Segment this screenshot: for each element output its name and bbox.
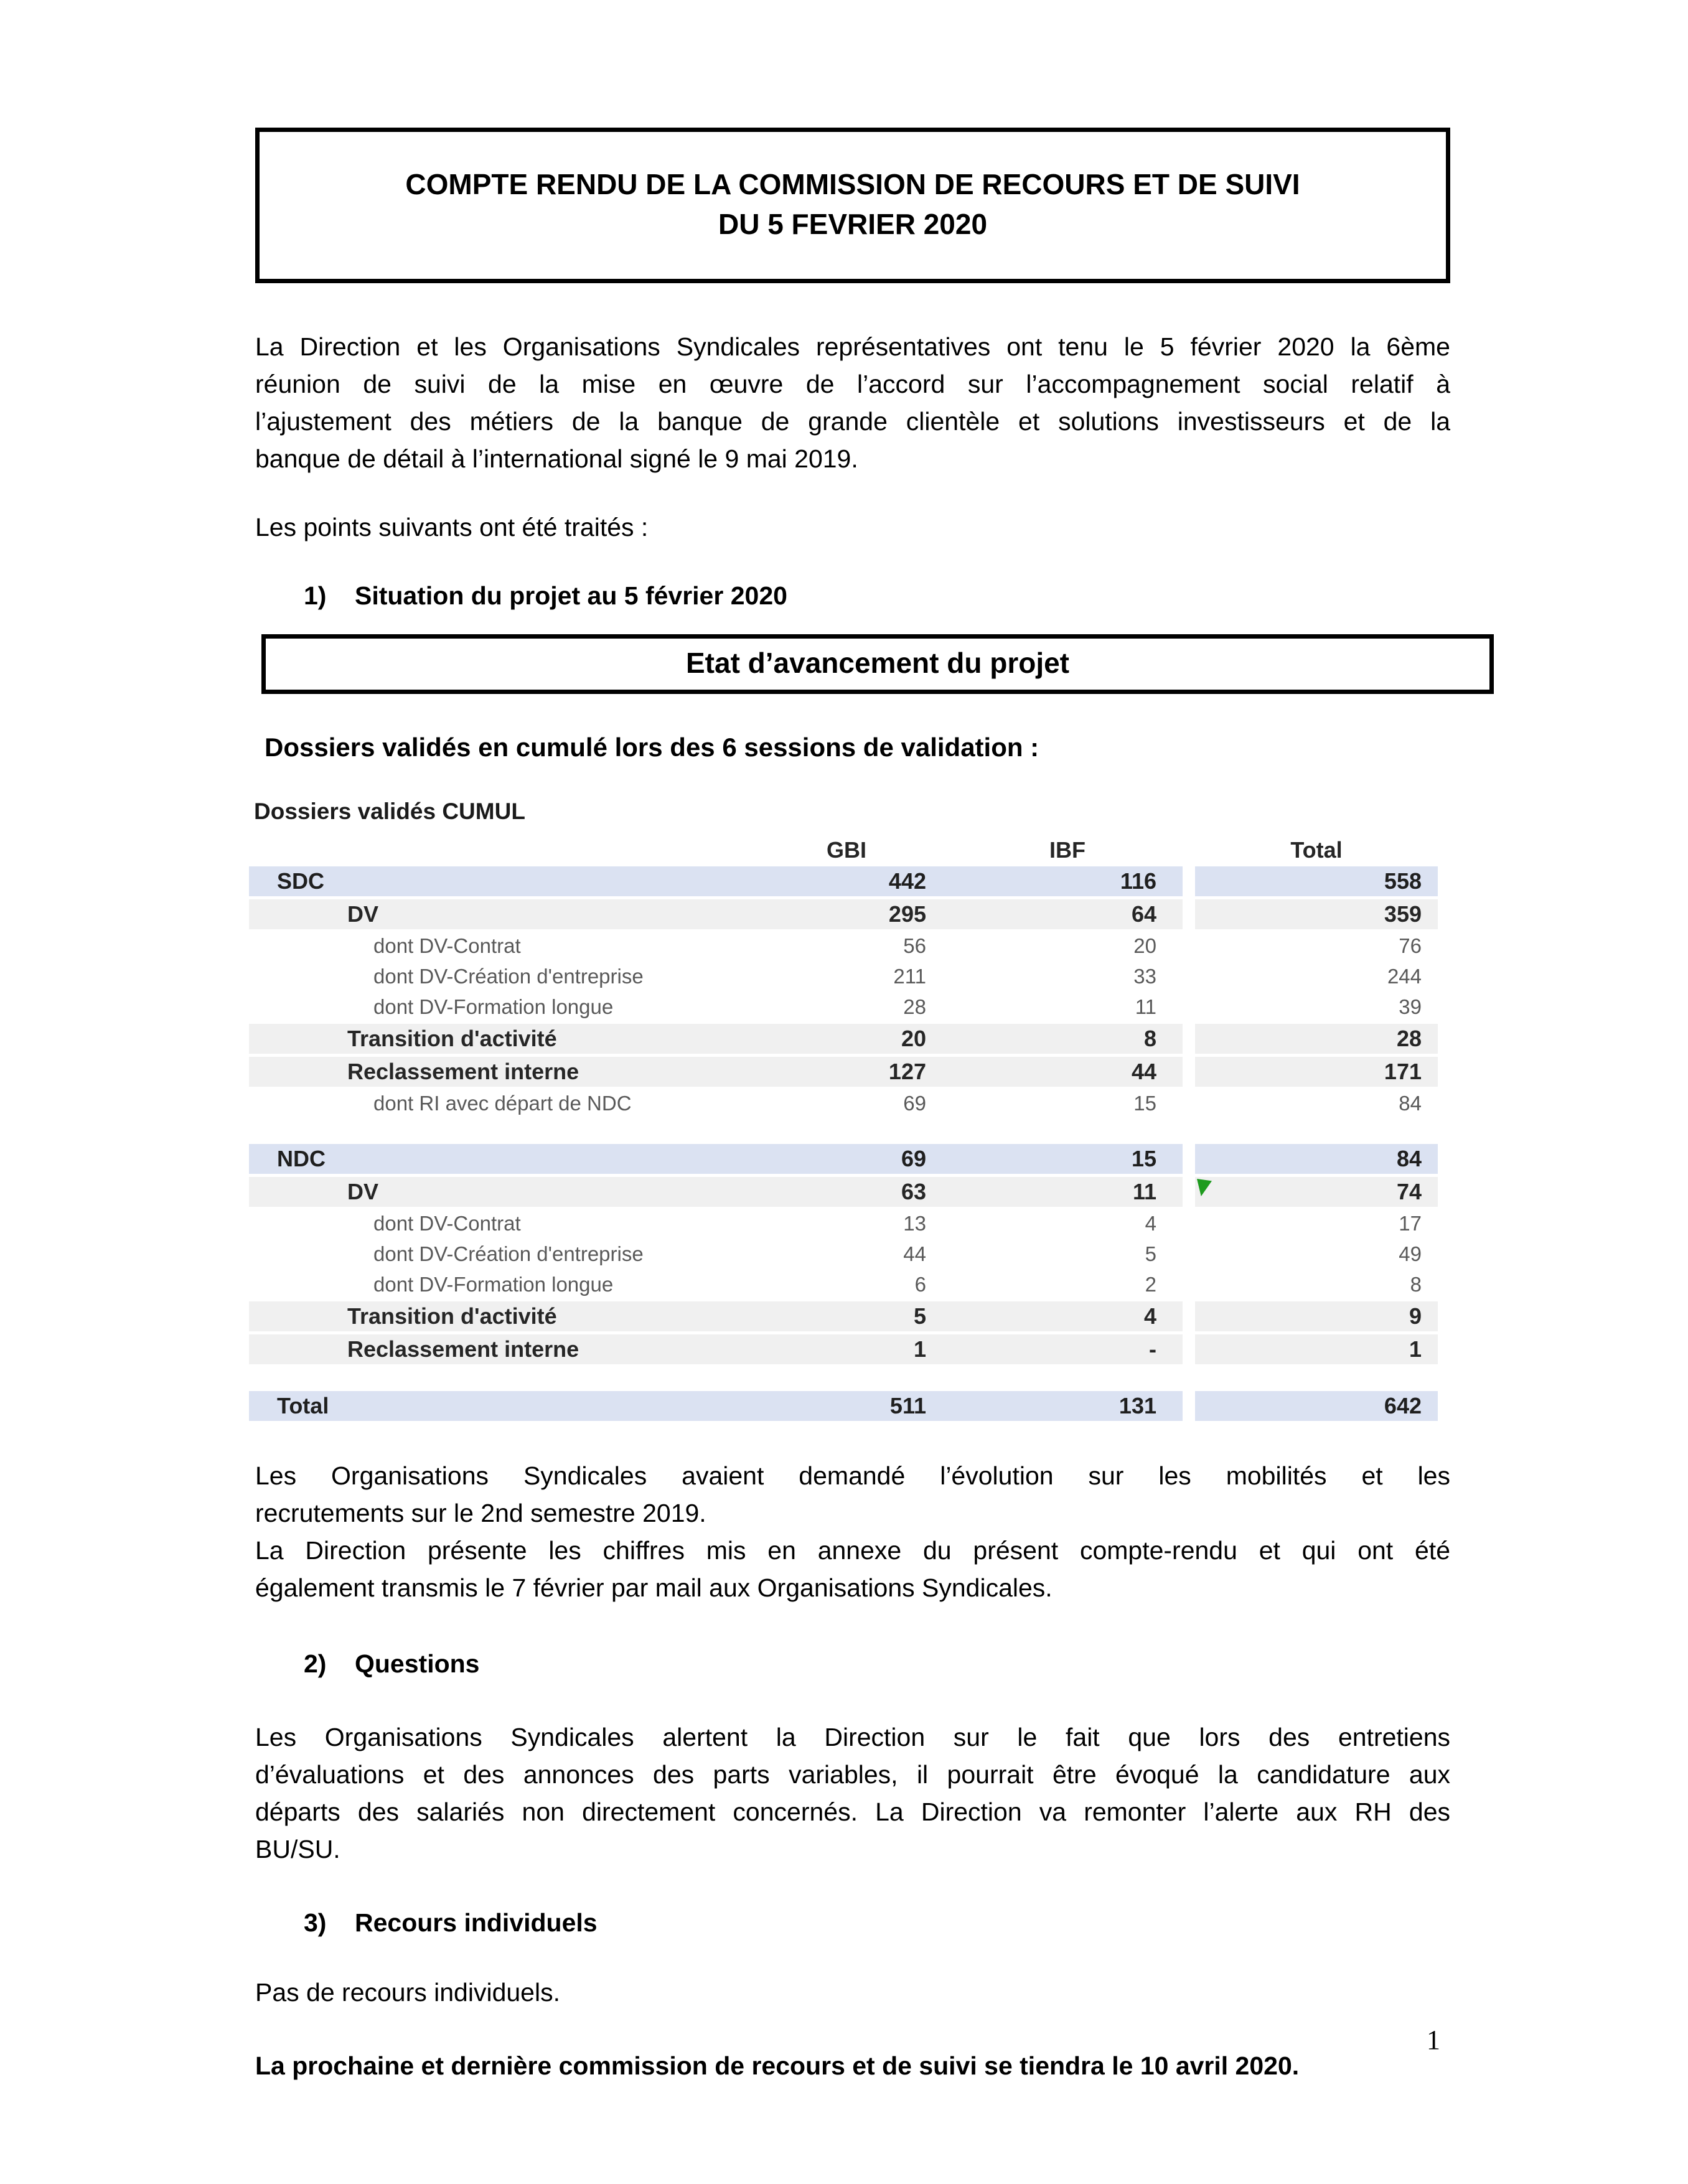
table-row [249,1240,1438,1268]
row-label: DV [249,899,741,929]
cell-ibf: 5 [1145,1242,1156,1265]
paragraph-line: recrutements sur le 2nd semestre 2019. [255,1499,706,1527]
etat-avancement-box [261,634,1494,694]
row-label: dont DV-Formation longue [373,995,614,1018]
cell-total: 49 [1399,1242,1422,1265]
cell-total: 558 [1195,866,1438,896]
header-label-cell [249,837,741,863]
paragraph-line: départs des salariés non directement concernés. La Direction va remonter l’alerte aux RH des [255,1797,1450,1826]
row-label: dont DV-Contrat [373,934,521,957]
cell-gbi: 63 [741,1177,952,1207]
section-heading-3 [255,1904,1450,1941]
cell-gbi: 295 [741,899,952,929]
row-label: dont DV-Contrat [373,1212,521,1235]
cell-total: 171 [1195,1057,1438,1087]
cell-total: 28 [1195,1024,1438,1054]
cell-ibf: 44 [952,1057,1183,1087]
paragraph-line: banque de détail à l’international signé le 9 mai 2019. [255,444,858,473]
title-box [255,128,1450,283]
table-row [249,1024,1438,1054]
cell-total: 17 [1399,1212,1422,1235]
cell-ibf: 116 [952,866,1183,896]
table-row [249,1090,1438,1117]
paragraph-line: également transmis le 7 février par mail aux Organisations Syndicales. [255,1573,1053,1602]
closing-line: La prochaine et dernière commission de recours et de suivi se tiendra le 10 avril 2020. [255,2051,1300,2080]
paragraph-line: Les Organisations Syndicales avaient demandé l’évolution sur les mobilités et les [255,1461,1450,1490]
paragraph-line: La Direction présente les chiffres mis en annexe du présent compte-rendu et qui ont été [255,1536,1450,1565]
cell-gbi: 127 [741,1057,952,1087]
cell-total: 359 [1195,899,1438,929]
column-separator [1183,837,1195,863]
cell-ibf: 15 [1133,1092,1156,1115]
cell-gbi: 28 [903,995,926,1018]
table-row [249,1271,1438,1298]
section-title: Questions [355,1649,480,1678]
cell-gbi: 6 [914,1273,926,1296]
section-title: Recours individuels [355,1908,598,1937]
row-label: dont DV-Formation longue [373,1273,614,1296]
section-number: 3) [304,1908,327,1937]
comment-flag-icon [1197,1179,1212,1196]
page-number: 1 [1427,2025,1440,2055]
cell-gbi: 56 [903,934,926,957]
cell-total: 84 [1195,1144,1438,1174]
row-label: Total [249,1391,741,1421]
dossiers-table-rows [249,866,1438,1421]
intro-paragraph [255,328,1450,477]
row-label: DV [249,1177,741,1207]
title-line-1: COMPTE RENDU DE LA COMMISSION DE RECOURS ET DE SUIVI [405,168,1300,200]
section-heading-1 [255,577,1450,614]
cell-ibf: 11 [1135,995,1156,1018]
cell-total: 244 [1387,965,1422,988]
title-line-2: DU 5 FEVRIER 2020 [718,208,988,240]
cell-gbi: 69 [741,1144,952,1174]
table-row [249,1057,1438,1087]
etat-box-title: Etat d’avancement du projet [685,647,1069,679]
table-row [249,1210,1438,1237]
cell-total: 8 [1410,1273,1422,1296]
table-caption: Dossiers validés CUMUL [254,799,525,824]
section-heading-2 [255,1645,1450,1682]
table-header-row [249,837,1438,863]
cell-ibf: 4 [1145,1212,1156,1235]
paragraph-line: La Direction et les Organisations Syndicales représentatives ont tenu le 5 février 2020 la 6ème [255,332,1450,361]
section-title: Situation du projet au 5 février 2020 [355,581,787,610]
cell-total: 76 [1399,934,1422,957]
cell-ibf: 2 [1145,1273,1156,1296]
table-group-gap [249,1117,1438,1141]
row-label: dont DV-Création d'entreprise [373,1242,644,1265]
table-row [249,1144,1438,1174]
dossiers-table [249,799,1438,1421]
row-label: SDC [249,866,741,896]
cell-gbi: 5 [741,1301,952,1331]
paragraph-line: l’ajustement des métiers de la banque de grande clientèle et solutions investisseurs et de la [255,407,1450,436]
cell-total: 1 [1195,1334,1438,1364]
section-number: 2) [304,1649,327,1678]
header-gbi: GBI [826,837,866,863]
paragraph-line: d’évaluations et des annonces des parts variables, il pourrait être évoqué la candidature aux [255,1760,1450,1789]
table-row [249,1301,1438,1331]
table-row [249,1334,1438,1364]
dossiers-note: Dossiers validés en cumulé lors des 6 sessions de validation : [265,733,1039,762]
cell-gbi: 1 [741,1334,952,1364]
row-label: Reclassement interne [249,1057,741,1087]
cell-total: 9 [1195,1301,1438,1331]
row-label: Transition d'activité [249,1024,741,1054]
cell-total: 642 [1195,1391,1438,1421]
cell-ibf: 131 [952,1391,1183,1421]
section-number: 1) [304,581,327,610]
table-row [249,1177,1438,1207]
cell-ibf: 4 [952,1301,1183,1331]
points-line: Les points suivants ont été traités : [255,513,649,541]
cell-ibf: 11 [952,1177,1183,1207]
cell-total: 74 [1195,1177,1438,1207]
cell-gbi: 211 [893,965,926,988]
cell-gbi: 69 [903,1092,926,1115]
cell-gbi: 442 [741,866,952,896]
cell-ibf: 64 [952,899,1183,929]
row-label: dont RI avec départ de NDC [373,1092,632,1115]
table-row [249,963,1438,990]
cell-ibf: 33 [1133,965,1156,988]
header-ibf: IBF [1049,837,1085,863]
row-label: Reclassement interne [249,1334,741,1364]
table-row [249,1391,1438,1421]
table-row [249,899,1438,929]
cell-total: 39 [1399,995,1422,1018]
cell-gbi: 20 [741,1024,952,1054]
cell-ibf: 20 [1133,934,1156,957]
paragraph-line: BU/SU. [255,1835,340,1863]
cell-gbi: 511 [741,1391,952,1421]
header-total: Total [1290,837,1343,863]
after-table-paragraph-2 [255,1532,1450,1606]
cell-ibf: 8 [952,1024,1183,1054]
cell-ibf: - [952,1334,1183,1364]
questions-paragraph [255,1718,1450,1868]
table-group-gap [249,1364,1438,1388]
recours-text: Pas de recours individuels. [255,1978,560,2007]
cell-total: 84 [1399,1092,1422,1115]
cell-gbi: 13 [903,1212,926,1235]
row-label: Transition d'activité [249,1301,741,1331]
paragraph-line: Les Organisations Syndicales alertent la Direction sur le fait que lors des entretiens [255,1723,1450,1751]
row-label: NDC [249,1144,741,1174]
cell-gbi: 44 [903,1242,926,1265]
row-label: dont DV-Création d'entreprise [373,965,644,988]
after-table-paragraph-1 [255,1457,1450,1532]
paragraph-line: réunion de suivi de la mise en œuvre de l’accord sur l’accompagnement social relatif à [255,370,1450,398]
document-content [0,128,1688,2084]
cell-ibf: 15 [952,1144,1183,1174]
table-row [249,993,1438,1021]
table-row [249,932,1438,960]
table-row [249,866,1438,896]
